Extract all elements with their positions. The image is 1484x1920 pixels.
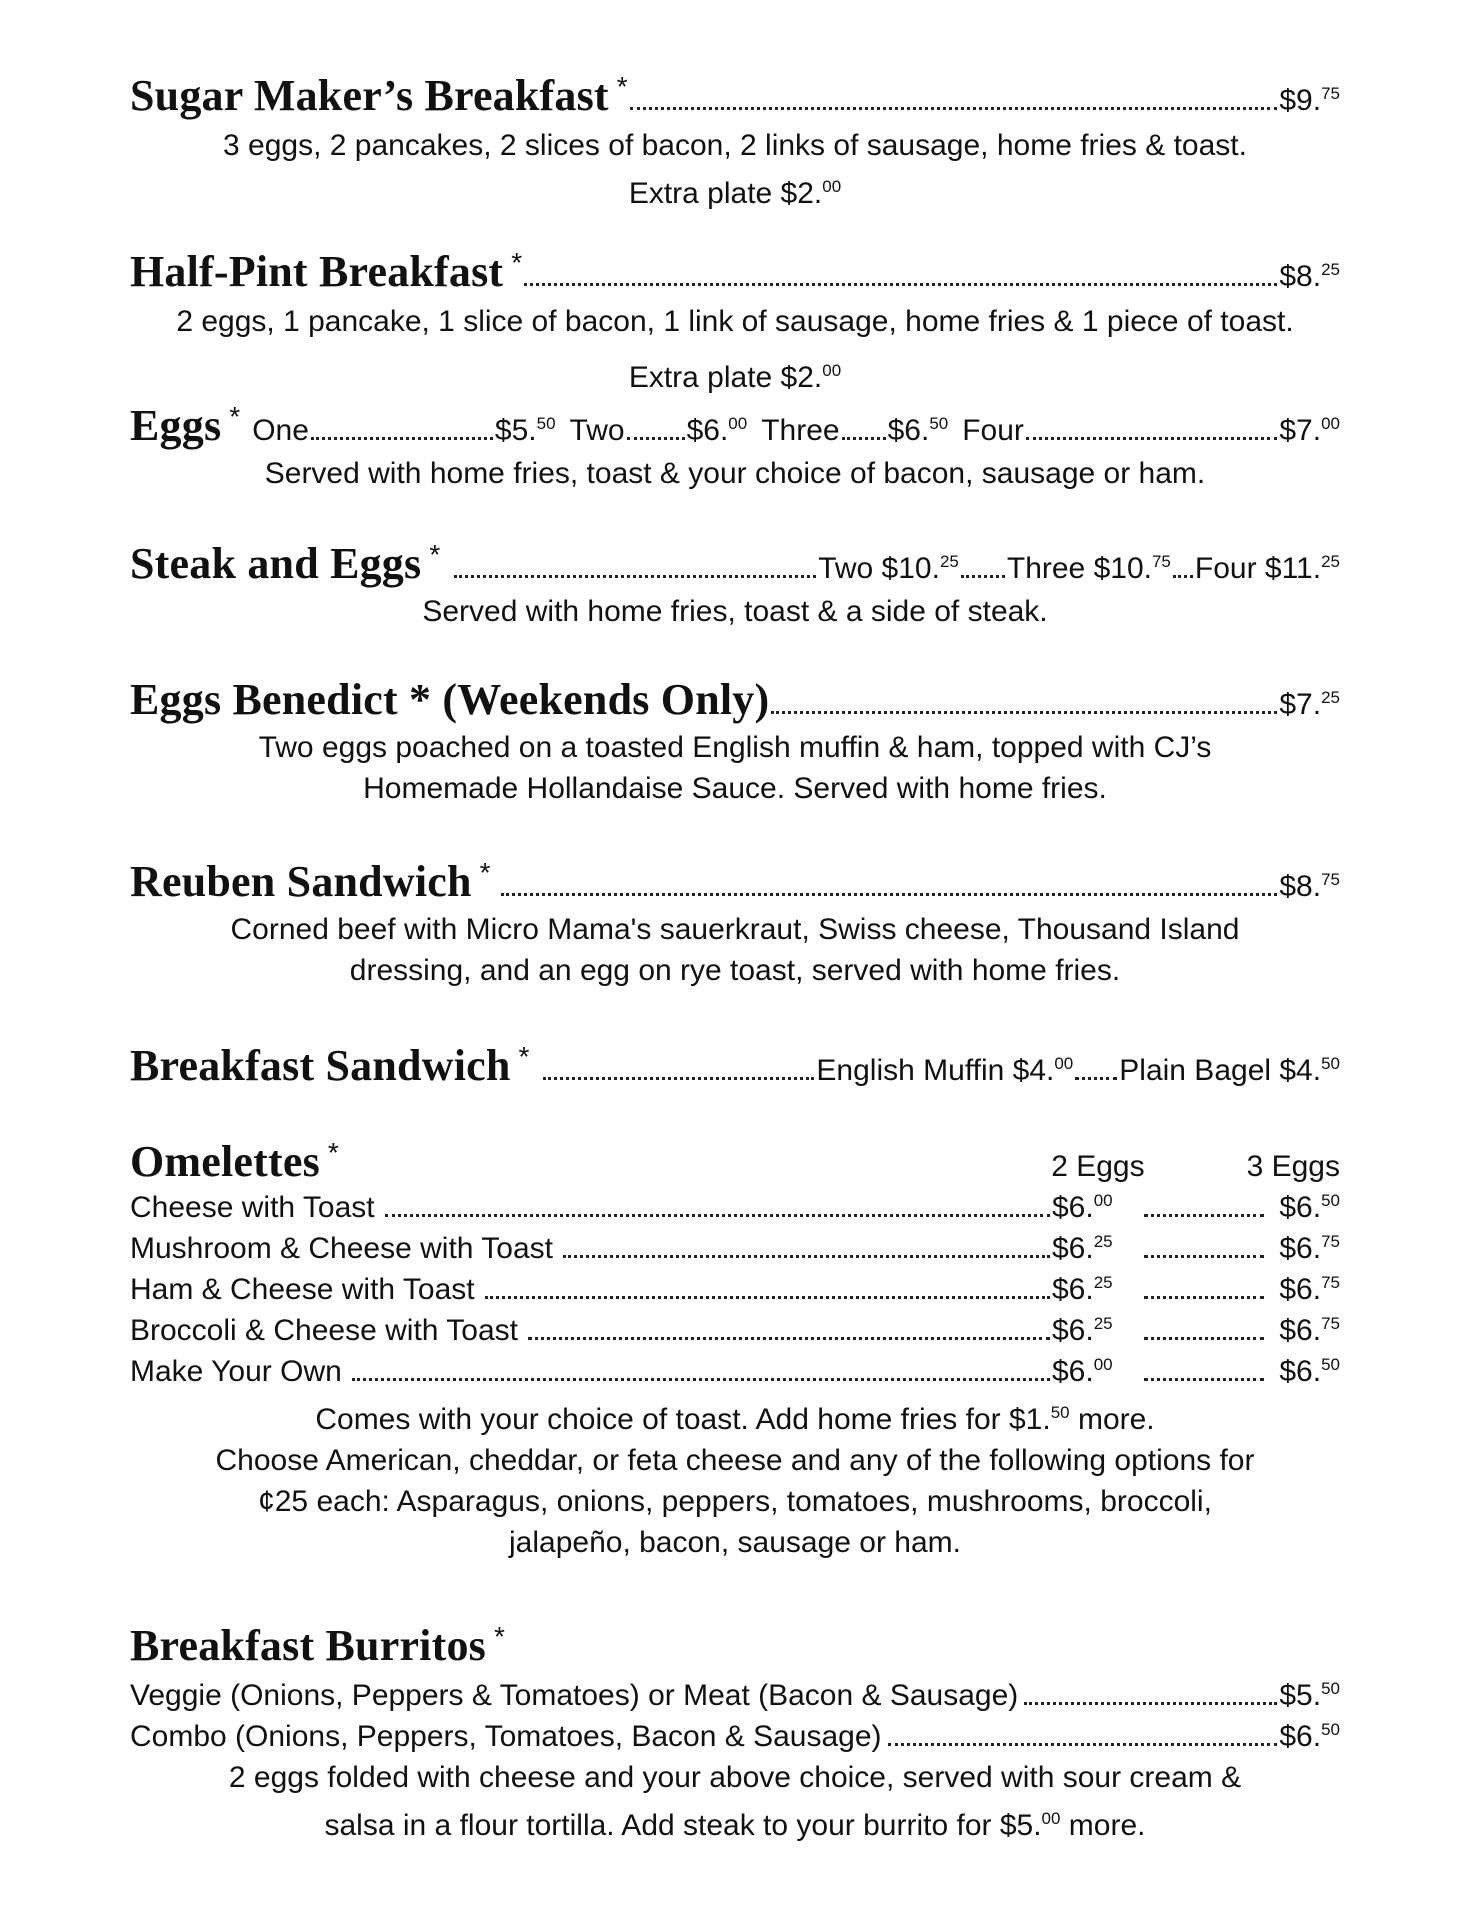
omelettes-options-line3: jalapeño, bacon, sausage or ham. xyxy=(509,1526,961,1559)
dot-leader xyxy=(501,893,1278,896)
burrito-price: $6.50 xyxy=(1279,1720,1340,1753)
omelette-row xyxy=(130,1187,1340,1228)
sugar-makers-price: $9.75 xyxy=(1279,84,1340,117)
asterisk: * xyxy=(518,1041,530,1072)
dot-leader xyxy=(1144,1337,1264,1340)
asterisk: * xyxy=(511,247,523,278)
omelettes-options-line2: ¢25 each: Asparagus, onions, peppers, tomatoes, mushrooms, broccoli, xyxy=(258,1485,1212,1518)
steak-three-price: Three $10.75 xyxy=(1006,552,1171,585)
eggs-four-label: Four xyxy=(962,414,1024,447)
dot-leader xyxy=(311,437,493,440)
asterisk: * xyxy=(616,71,628,102)
omelettes-list xyxy=(130,1187,1340,1392)
omelette-two-egg-price: $6.00 xyxy=(1052,1355,1113,1388)
burrito-row xyxy=(130,1675,1340,1716)
dot-leader xyxy=(961,575,1005,578)
breakfast-sandwich-title-row xyxy=(130,1040,1340,1091)
omelette-row xyxy=(130,1269,1340,1310)
dot-leader xyxy=(352,1378,1050,1381)
omelette-two-egg-price: $6.25 xyxy=(1052,1232,1113,1265)
burritos-title-row xyxy=(130,1620,1340,1671)
dot-leader xyxy=(385,1214,1050,1217)
asterisk: * xyxy=(494,1621,505,1652)
eggs-four-price: $7.00 xyxy=(1279,414,1340,447)
half-pint-price: $8.25 xyxy=(1279,260,1340,293)
reuben-title: Reuben Sandwich xyxy=(130,857,472,906)
dot-leader xyxy=(842,437,886,440)
half-pint-section xyxy=(130,246,1340,398)
steak-description: Served with home fries, toast & a side of steak. xyxy=(422,595,1048,628)
eggs-one-label: One xyxy=(252,414,309,447)
dot-leader xyxy=(528,1337,1050,1340)
burritos-description-line1: 2 eggs folded with cheese and your above choice, served with sour cream & xyxy=(228,1761,1242,1794)
eggs-three-price: $6.50 xyxy=(887,414,949,447)
breakfast-sandwich-title: Breakfast Sandwich xyxy=(130,1041,511,1090)
burritos-description-line2: salsa in a flour tortilla. Add steak to your burrito for $5.00 more. xyxy=(324,1809,1146,1842)
asterisk: * xyxy=(479,857,491,888)
eggs-title-row xyxy=(130,400,1340,451)
plain-bagel-price: Plain Bagel $4.50 xyxy=(1119,1054,1340,1087)
omelettes-title: Omelettes xyxy=(130,1137,320,1186)
omelettes-header xyxy=(130,1136,1340,1187)
omelette-name: Cheese with Toast xyxy=(130,1191,375,1224)
reuben-description-line2: dressing, and an egg on rye toast, served with home fries. xyxy=(349,954,1121,987)
steak-and-eggs-title: Steak and Eggs xyxy=(130,539,422,588)
omelette-name: Mushroom & Cheese with Toast xyxy=(130,1232,553,1265)
burrito-price: $5.50 xyxy=(1279,1679,1340,1712)
eggs-three-label: Three xyxy=(761,414,840,447)
sugar-makers-extra-plate: Extra plate $2.00 xyxy=(628,177,842,210)
omelette-row xyxy=(130,1351,1340,1392)
burrito-name: Combo (Onions, Peppers, Tomatoes, Bacon & Sausage) xyxy=(130,1720,882,1753)
dot-leader xyxy=(1026,437,1277,440)
benedict-description-line1: Two eggs poached on a toasted English muffin & ham, topped with CJ’s xyxy=(258,731,1212,764)
half-pint-title: Half-Pint Breakfast xyxy=(130,247,504,296)
dot-leader xyxy=(1144,1214,1264,1217)
dot-leader xyxy=(771,711,1277,714)
half-pint-title-row xyxy=(130,246,1340,297)
dot-leader xyxy=(543,1077,814,1080)
omelettes-toast-note: Comes with your choice of toast. Add home fries for $1.50 more. xyxy=(315,1403,1155,1436)
dot-leader xyxy=(1144,1378,1264,1381)
omelette-name: Ham & Cheese with Toast xyxy=(130,1273,475,1306)
dot-leader xyxy=(485,1296,1050,1299)
omelette-three-egg-price: $6.50 xyxy=(1279,1191,1340,1224)
eggs-description: Served with home fries, toast & your choice of bacon, sausage or ham. xyxy=(264,457,1206,490)
steak-two-price: Two $10.25 xyxy=(818,552,959,585)
sugar-makers-title: Sugar Maker’s Breakfast xyxy=(130,71,609,120)
dot-leader xyxy=(454,575,816,578)
dot-leader xyxy=(627,437,685,440)
dot-leader xyxy=(524,283,1277,286)
reuben-description-line1: Corned beef with Micro Mama's sauerkraut, Swiss cheese, Thousand Island xyxy=(230,913,1240,946)
asterisk: * xyxy=(229,401,241,432)
omelette-name: Broccoli & Cheese with Toast xyxy=(130,1314,518,1347)
omelette-two-egg-price: $6.25 xyxy=(1052,1273,1113,1306)
sugar-makers-title-row xyxy=(130,70,1340,121)
half-pint-description: 2 eggs, 1 pancake, 1 slice of bacon, 1 link of sausage, home fries & 1 piece of toast. xyxy=(176,305,1294,338)
reuben-title-row xyxy=(130,856,1340,907)
sugar-makers-section xyxy=(130,70,1340,214)
eggs-section xyxy=(130,400,1340,494)
eggs-benedict-section xyxy=(130,674,1340,809)
three-eggs-column-header: 3 Eggs xyxy=(1246,1150,1340,1183)
omelette-three-egg-price: $6.50 xyxy=(1279,1355,1340,1388)
burrito-name: Veggie (Onions, Peppers & Tomatoes) or Meat (Bacon & Sausage) xyxy=(130,1679,1019,1712)
dot-leader xyxy=(1144,1296,1264,1299)
two-eggs-column-header: 2 Eggs xyxy=(1051,1150,1145,1183)
steak-title-row xyxy=(130,538,1340,589)
half-pint-extra-plate: Extra plate $2.00 xyxy=(628,361,842,394)
steak-and-eggs-section xyxy=(130,538,1340,632)
dot-leader xyxy=(630,107,1278,110)
omelettes-options-line1: Choose American, cheddar, or feta cheese and any of the following options for xyxy=(215,1444,1255,1477)
omelette-three-egg-price: $6.75 xyxy=(1279,1232,1340,1265)
dot-leader xyxy=(1075,1077,1117,1080)
omelettes-section xyxy=(130,1136,1340,1563)
dot-leader xyxy=(1024,1702,1277,1705)
omelette-three-egg-price: $6.75 xyxy=(1279,1314,1340,1347)
reuben-section xyxy=(130,856,1340,991)
reuben-price: $8.75 xyxy=(1279,870,1340,903)
breakfast-sandwich-section xyxy=(130,1040,1340,1091)
eggs-benedict-price: $7.25 xyxy=(1279,688,1340,721)
omelette-two-egg-price: $6.25 xyxy=(1052,1314,1113,1347)
omelette-three-egg-price: $6.75 xyxy=(1279,1273,1340,1306)
english-muffin-price: English Muffin $4.00 xyxy=(816,1054,1074,1087)
omelette-row xyxy=(130,1310,1340,1351)
sugar-makers-description: 3 eggs, 2 pancakes, 2 slices of bacon, 2 links of sausage, home fries & toast. xyxy=(223,129,1247,162)
eggs-benedict-title: Eggs Benedict * (Weekends Only) xyxy=(130,675,770,724)
asterisk: * xyxy=(429,539,441,570)
omelette-two-egg-price: $6.00 xyxy=(1052,1191,1113,1224)
burrito-row xyxy=(130,1716,1340,1757)
eggs-two-price: $6.00 xyxy=(686,414,748,447)
eggs-two-label: Two xyxy=(569,414,625,447)
benedict-title-row xyxy=(130,674,1340,725)
breakfast-burritos-title: Breakfast Burritos xyxy=(130,1621,486,1670)
breakfast-burritos-section xyxy=(130,1620,1340,1846)
steak-four-price: Four $11.25 xyxy=(1194,552,1340,585)
eggs-title: Eggs xyxy=(130,401,222,450)
asterisk: * xyxy=(327,1137,339,1168)
omelette-name: Make Your Own xyxy=(130,1355,342,1388)
omelette-row xyxy=(130,1228,1340,1269)
dot-leader xyxy=(1144,1255,1264,1258)
dot-leader xyxy=(563,1255,1050,1258)
burritos-list xyxy=(130,1675,1340,1757)
dot-leader xyxy=(888,1743,1278,1746)
benedict-description-line2: Homemade Hollandaise Sauce. Served with home fries. xyxy=(363,772,1107,805)
eggs-one-price: $5.50 xyxy=(494,414,556,447)
dot-leader xyxy=(1173,575,1193,578)
